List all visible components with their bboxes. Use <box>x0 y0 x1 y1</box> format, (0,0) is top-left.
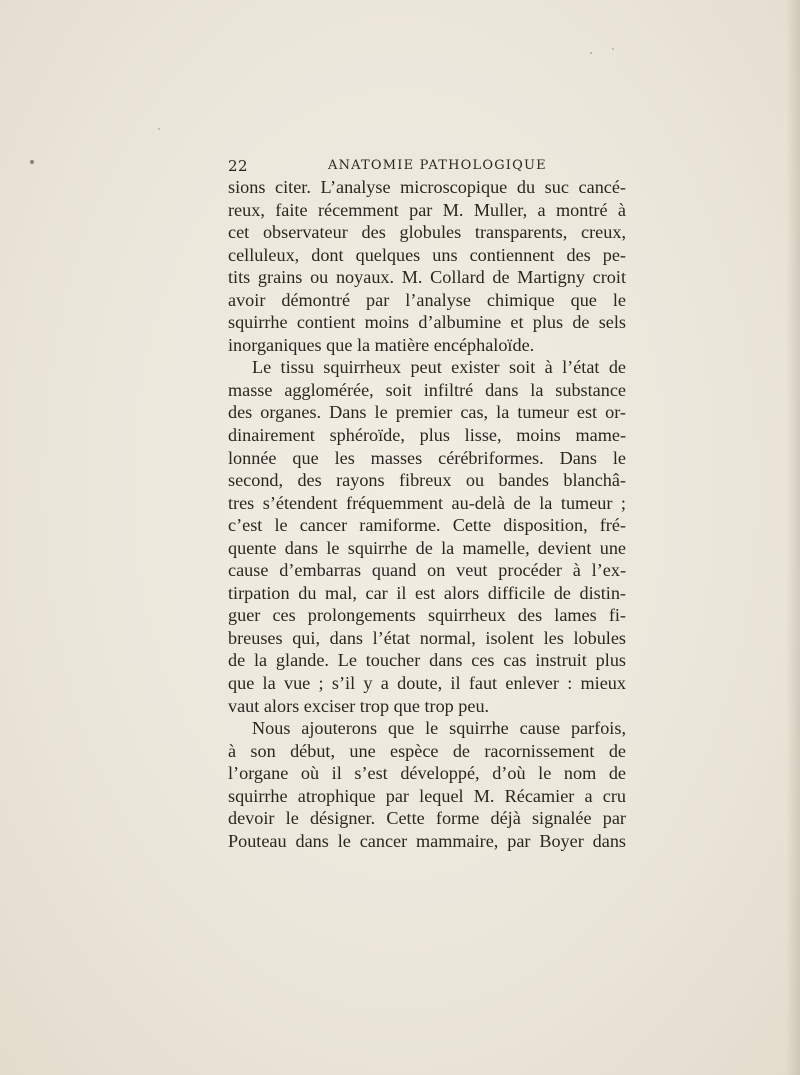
text-line: masse agglomérée, soit infiltré dans la substance <box>228 379 626 400</box>
text-line: squirrhe contient moins d’albumine et plus de sels <box>228 312 626 333</box>
text-line: dinairement sphéroïde, plus lisse, moins mame- <box>228 425 626 446</box>
text-line: guer ces prolongements squirrheux des lames fi- <box>228 605 626 626</box>
text-line: squirrhe atrophique par lequel M. Récamier a cru <box>228 785 626 806</box>
text-line: tits grains ou noyaux. M. Collard de Martigny croit <box>228 267 626 288</box>
text-line: tres s’étendent fréquemment au-delà de la tumeur ; <box>228 492 626 513</box>
page-header <box>228 154 626 178</box>
text-line: que la vue ; s’il y a doute, il faut enlever : mieux <box>228 673 626 694</box>
page-edge-shadow <box>786 0 800 1075</box>
text-line: sions citer. L’analyse microscopique du suc cancé- <box>228 177 626 197</box>
text-line: des organes. Dans le premier cas, la tumeur est or- <box>228 402 626 423</box>
text-line: quente dans le squirrhe de la mamelle, devient une <box>228 537 626 558</box>
text-line: inorganiques que la matière encéphaloïde. <box>228 334 535 355</box>
text-line: reux, faite récemment par M. Muller, a montré à <box>228 199 626 220</box>
text-line: Pouteau dans le cancer mammaire, par Boyer dans <box>228 830 626 851</box>
paper-speck <box>590 52 592 54</box>
text-line: Le tissu squirrheux peut exister soit à l’état de <box>252 357 626 378</box>
text-line: l’organe où il s’est développé, d’où le nom de <box>228 763 626 784</box>
text-line: cet observateur des globules transparents, creux, <box>228 222 626 243</box>
text-line: tirpation du mal, car il est alors difficile de distin- <box>228 582 626 603</box>
text-line: avoir démontré par l’analyse chimique que le <box>228 289 626 310</box>
text-line: cause d’embarras quand on veut procéder à l’ex- <box>228 560 626 581</box>
page-number: 22 <box>228 157 249 175</box>
text-line: celluleux, dont quelques uns contiennent des pe- <box>228 244 626 265</box>
running-head: ANATOMIE PATHOLOGIQUE <box>328 158 547 173</box>
text-line: c’est le cancer ramiforme. Cette disposition, fré- <box>228 515 626 536</box>
paper-speck <box>158 128 160 130</box>
text-line: second, des rayons fibreux ou bandes blanchâ- <box>228 470 626 491</box>
body-text <box>228 176 626 852</box>
text-line: vaut alors exciser trop que trop peu. <box>228 695 490 716</box>
paper-speck <box>30 160 34 164</box>
text-line: devoir le désigner. Cette forme déjà signalée par <box>228 808 626 829</box>
text-line: Nous ajouterons que le squirrhe cause parfois, <box>252 718 626 739</box>
paper-speck <box>612 48 614 50</box>
text-line: lonnée que les masses cérébriformes. Dans le <box>228 447 626 468</box>
text-line: à son début, une espèce de racornissement de <box>228 740 626 761</box>
text-line: breuses qui, dans l’état normal, isolent les lobules <box>228 627 626 648</box>
text-line: de la glande. Le toucher dans ces cas instruit plus <box>228 650 626 671</box>
